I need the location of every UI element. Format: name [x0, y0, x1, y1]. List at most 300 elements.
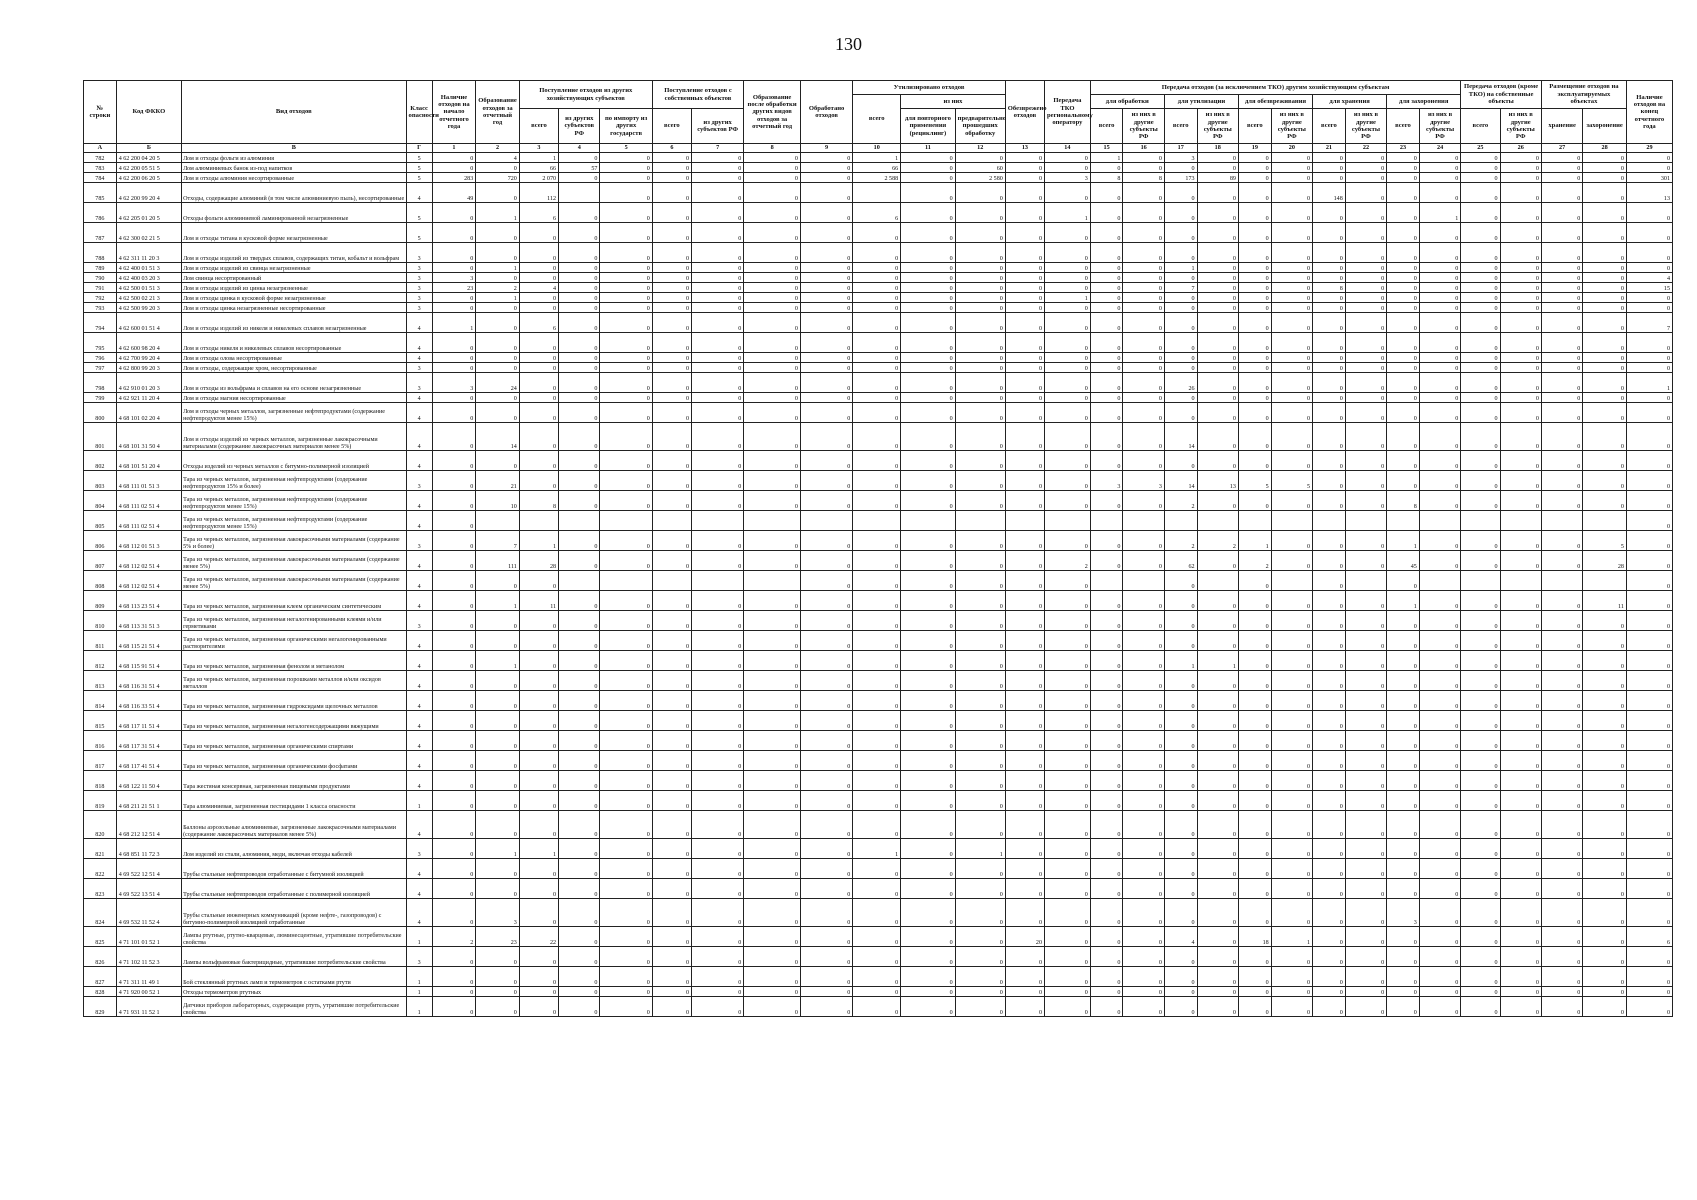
- value-cell: 0: [1583, 751, 1627, 771]
- value-cell: 0: [1164, 879, 1197, 899]
- value-cell: 0: [1387, 293, 1420, 303]
- value-cell: 0: [901, 839, 955, 859]
- value-cell: 0: [1541, 223, 1582, 243]
- value-cell: 0: [1271, 879, 1312, 899]
- value-cell: 0: [744, 353, 801, 363]
- value-cell: 0: [1626, 631, 1672, 651]
- value-cell: 0: [1123, 283, 1164, 293]
- value-cell: 0: [559, 353, 600, 363]
- value-cell: 0: [652, 223, 691, 243]
- value-cell: 0: [519, 791, 558, 811]
- value-cell: 0: [432, 591, 476, 611]
- value-cell: 0: [691, 947, 743, 967]
- value-cell: 0: [1461, 839, 1500, 859]
- value-cell: 0: [1313, 651, 1346, 671]
- column-number: 8: [744, 144, 801, 153]
- waste-name-cell: Бой стеклянный ртутных ламп и термометров с остатками ртути: [182, 967, 406, 987]
- value-cell: 0: [1500, 203, 1541, 223]
- header-hazard-class: Класс опасности: [406, 81, 432, 144]
- header-for-utilization: для утилизации: [1164, 95, 1238, 109]
- value-cell: 0: [853, 987, 901, 997]
- value-cell: 0: [1626, 403, 1672, 423]
- value-cell: 1: [1045, 203, 1091, 223]
- value-cell: 89: [1197, 173, 1238, 183]
- value-cell: 0: [652, 731, 691, 751]
- value-cell: 0: [1123, 551, 1164, 571]
- value-cell: 0: [519, 263, 558, 273]
- value-cell: 1: [476, 263, 520, 273]
- value-cell: 0: [800, 491, 852, 511]
- value-cell: 0: [744, 987, 801, 997]
- value-cell: 0: [559, 631, 600, 651]
- value-cell: 0: [1005, 491, 1044, 511]
- value-cell: 0: [476, 571, 520, 591]
- column-number: 9: [800, 144, 852, 153]
- waste-name-cell: Лампы вольфрамовые бактерицидные, утратившие потребительские свойства: [182, 947, 406, 967]
- fkko-code-cell: 4 69 532 11 52 4: [116, 899, 181, 927]
- value-cell: 0: [1345, 393, 1386, 403]
- value-cell: 0: [1500, 631, 1541, 651]
- value-cell: [1313, 511, 1346, 531]
- value-cell: 0: [1583, 183, 1627, 203]
- value-cell: 0: [1583, 403, 1627, 423]
- value-cell: 0: [600, 997, 652, 1017]
- value-cell: 0: [1541, 967, 1582, 987]
- value-cell: 0: [559, 491, 600, 511]
- value-cell: 0: [600, 163, 652, 173]
- value-cell: 0: [1419, 333, 1460, 353]
- value-cell: 0: [1583, 691, 1627, 711]
- value-cell: 0: [901, 571, 955, 591]
- header-generated: Образование отходов за отчетный год: [476, 81, 520, 144]
- value-cell: 0: [1238, 373, 1271, 393]
- value-cell: 0: [744, 303, 801, 313]
- waste-name-cell: Тара из черных металлов, загрязненная органическими фосфатами: [182, 751, 406, 771]
- column-number: 15: [1090, 144, 1123, 153]
- value-cell: 0: [652, 551, 691, 571]
- row-number-cell: 782: [84, 153, 117, 163]
- waste-name-cell: Лом и отходы цинка незагрязненные несортированные: [182, 303, 406, 313]
- value-cell: 0: [1045, 631, 1091, 651]
- value-cell: 0: [1387, 731, 1420, 751]
- value-cell: 0: [744, 731, 801, 751]
- waste-name-cell: Лом свинца несортированный: [182, 273, 406, 283]
- value-cell: 0: [519, 947, 558, 967]
- fkko-code-cell: 4 68 111 02 51 4: [116, 511, 181, 531]
- value-cell: 0: [955, 571, 1005, 591]
- value-cell: 0: [1419, 751, 1460, 771]
- value-cell: 0: [1045, 879, 1091, 899]
- waste-name-cell: Лом и отходы никеля и никелевых сплавов несортированные: [182, 333, 406, 353]
- value-cell: [1197, 571, 1238, 591]
- value-cell: 0: [853, 393, 901, 403]
- value-cell: 0: [652, 811, 691, 839]
- value-cell: 0: [1626, 333, 1672, 353]
- waste-name-cell: Тара алюминиевая, загрязненная пестицидами 1 класса опасности: [182, 791, 406, 811]
- value-cell: 0: [1238, 283, 1271, 293]
- value-cell: 1: [955, 839, 1005, 859]
- header-own-transfer-total: всего: [1461, 109, 1500, 144]
- header-end-balance: Наличие отходов на конец отчетного года: [1626, 81, 1672, 144]
- value-cell: 0: [476, 967, 520, 987]
- value-cell: 0: [519, 711, 558, 731]
- value-cell: 301: [1626, 173, 1672, 183]
- value-cell: 0: [652, 183, 691, 203]
- value-cell: 0: [1345, 313, 1386, 333]
- value-cell: 0: [744, 393, 801, 403]
- value-cell: 0: [1005, 203, 1044, 223]
- value-cell: 0: [1387, 967, 1420, 987]
- value-cell: [1164, 511, 1197, 531]
- value-cell: 0: [519, 423, 558, 451]
- value-cell: 28: [519, 551, 558, 571]
- value-cell: 0: [744, 491, 801, 511]
- value-cell: 0: [1123, 879, 1164, 899]
- value-cell: 0: [652, 791, 691, 811]
- row-number-cell: 803: [84, 471, 117, 491]
- value-cell: 0: [1164, 731, 1197, 751]
- fkko-code-cell: 4 62 500 99 20 3: [116, 303, 181, 313]
- header-received-group: Поступление отходов из других хозяйствующих субъектов: [519, 81, 652, 109]
- hazard-class-cell: 3: [406, 947, 432, 967]
- value-cell: 0: [600, 183, 652, 203]
- value-cell: 0: [652, 263, 691, 273]
- column-number: 2: [476, 144, 520, 153]
- value-cell: 0: [476, 313, 520, 333]
- value-cell: 0: [691, 203, 743, 223]
- value-cell: 0: [1541, 927, 1582, 947]
- hazard-class-cell: 4: [406, 671, 432, 691]
- value-cell: 0: [955, 591, 1005, 611]
- value-cell: 0: [1500, 313, 1541, 333]
- value-cell: 0: [1123, 223, 1164, 243]
- value-cell: 0: [1461, 997, 1500, 1017]
- hazard-class-cell: 4: [406, 751, 432, 771]
- value-cell: 0: [1271, 811, 1312, 839]
- hazard-class-cell: 5: [406, 153, 432, 163]
- value-cell: 0: [1541, 203, 1582, 223]
- value-cell: 0: [955, 303, 1005, 313]
- value-cell: 0: [1541, 651, 1582, 671]
- fkko-code-cell: 4 62 600 01 51 4: [116, 313, 181, 333]
- value-cell: [691, 571, 743, 591]
- value-cell: 0: [1090, 373, 1123, 393]
- value-cell: 0: [1238, 839, 1271, 859]
- hazard-class-cell: 4: [406, 811, 432, 839]
- value-cell: 0: [853, 671, 901, 691]
- value-cell: 0: [1500, 691, 1541, 711]
- value-cell: 0: [1345, 363, 1386, 373]
- value-cell: 0: [1313, 711, 1346, 731]
- value-cell: 0: [1313, 163, 1346, 173]
- value-cell: 1: [476, 839, 520, 859]
- value-cell: 0: [1197, 293, 1238, 303]
- value-cell: 0: [652, 591, 691, 611]
- value-cell: 0: [652, 203, 691, 223]
- column-number: 26: [1500, 144, 1541, 153]
- value-cell: 0: [559, 611, 600, 631]
- value-cell: 0: [652, 671, 691, 691]
- value-cell: 0: [691, 303, 743, 313]
- value-cell: 0: [600, 859, 652, 879]
- row-number-cell: 815: [84, 711, 117, 731]
- value-cell: 0: [744, 173, 801, 183]
- value-cell: 0: [955, 203, 1005, 223]
- value-cell: 0: [559, 373, 600, 393]
- value-cell: 0: [1345, 771, 1386, 791]
- row-number-cell: 820: [84, 811, 117, 839]
- value-cell: 0: [1197, 303, 1238, 313]
- value-cell: 0: [744, 551, 801, 571]
- value-cell: 0: [955, 947, 1005, 967]
- waste-name-cell: Тара из черных металлов, загрязненная клеем органическим синтетическим: [182, 591, 406, 611]
- value-cell: 7: [1626, 313, 1672, 333]
- value-cell: 0: [1271, 303, 1312, 313]
- value-cell: 0: [1500, 183, 1541, 203]
- value-cell: 0: [1271, 531, 1312, 551]
- value-cell: 0: [1461, 313, 1500, 333]
- value-cell: 0: [1005, 423, 1044, 451]
- column-number: 4: [559, 144, 600, 153]
- value-cell: 0: [476, 997, 520, 1017]
- value-cell: [1583, 571, 1627, 591]
- value-cell: 0: [1271, 293, 1312, 303]
- table-row: [84, 313, 1673, 333]
- value-cell: 0: [1238, 811, 1271, 839]
- header-row-no: № строки: [84, 81, 117, 144]
- value-cell: 0: [1500, 671, 1541, 691]
- table-row: [84, 353, 1673, 363]
- value-cell: 0: [1090, 551, 1123, 571]
- value-cell: 0: [691, 899, 743, 927]
- value-cell: 0: [432, 711, 476, 731]
- value-cell: 0: [1419, 591, 1460, 611]
- value-cell: 0: [1271, 363, 1312, 373]
- value-cell: 0: [1345, 811, 1386, 839]
- value-cell: 0: [1461, 731, 1500, 751]
- value-cell: 0: [1005, 631, 1044, 651]
- value-cell: 0: [1387, 173, 1420, 183]
- fkko-code-cell: 4 62 921 11 20 4: [116, 393, 181, 403]
- value-cell: 0: [1345, 927, 1386, 947]
- value-cell: 0: [1626, 711, 1672, 731]
- value-cell: 0: [1500, 859, 1541, 879]
- value-cell: 0: [1045, 471, 1091, 491]
- value-cell: 0: [744, 243, 801, 263]
- value-cell: 0: [519, 987, 558, 997]
- value-cell: 0: [1541, 303, 1582, 313]
- value-cell: 0: [1005, 839, 1044, 859]
- row-number-cell: 814: [84, 691, 117, 711]
- table-row: [84, 967, 1673, 987]
- value-cell: [800, 511, 852, 531]
- header-neutralization-other-regions: из них в другие субъекты РФ: [1271, 109, 1312, 144]
- value-cell: 0: [652, 751, 691, 771]
- hazard-class-cell: 4: [406, 591, 432, 611]
- value-cell: 0: [1541, 183, 1582, 203]
- value-cell: [744, 571, 801, 591]
- row-number-cell: 823: [84, 879, 117, 899]
- value-cell: 0: [744, 403, 801, 423]
- table-row: [84, 987, 1673, 997]
- value-cell: 0: [1345, 223, 1386, 243]
- value-cell: 6: [519, 313, 558, 333]
- value-cell: 2: [1164, 531, 1197, 551]
- value-cell: 0: [652, 927, 691, 947]
- column-number: Г: [406, 144, 432, 153]
- value-cell: 0: [1197, 671, 1238, 691]
- value-cell: 0: [1461, 947, 1500, 967]
- value-cell: 0: [1197, 611, 1238, 631]
- value-cell: 0: [1626, 491, 1672, 511]
- table-row: [84, 927, 1673, 947]
- value-cell: 0: [1123, 393, 1164, 403]
- value-cell: 0: [432, 423, 476, 451]
- value-cell: 0: [744, 373, 801, 393]
- value-cell: 0: [800, 363, 852, 373]
- value-cell: 0: [1387, 243, 1420, 263]
- fkko-code-cell: 4 62 700 99 20 4: [116, 353, 181, 363]
- fkko-code-cell: 4 68 101 02 20 4: [116, 403, 181, 423]
- value-cell: 0: [1123, 243, 1164, 263]
- column-number: 12: [955, 144, 1005, 153]
- value-cell: 0: [691, 839, 743, 859]
- value-cell: 0: [901, 363, 955, 373]
- value-cell: 0: [652, 423, 691, 451]
- waste-name-cell: Лом и отходы алюминия несортированные: [182, 173, 406, 183]
- value-cell: 0: [600, 363, 652, 373]
- value-cell: 0: [1461, 263, 1500, 273]
- value-cell: 0: [1541, 751, 1582, 771]
- row-number-cell: 822: [84, 859, 117, 879]
- value-cell: 0: [1238, 731, 1271, 751]
- value-cell: 0: [1045, 571, 1091, 591]
- value-cell: 112: [519, 183, 558, 203]
- value-cell: 0: [1583, 353, 1627, 363]
- value-cell: 0: [1500, 393, 1541, 403]
- waste-name-cell: Тара из черных металлов, загрязненная лакокрасочными материалами (содержание менее 5%): [182, 571, 406, 591]
- header-received-import: по импорту из других государств: [600, 109, 652, 144]
- value-cell: 0: [652, 173, 691, 183]
- value-cell: 0: [800, 771, 852, 791]
- value-cell: 0: [1005, 987, 1044, 997]
- value-cell: 5: [1583, 531, 1627, 551]
- value-cell: 0: [600, 771, 652, 791]
- value-cell: 0: [1500, 263, 1541, 273]
- value-cell: 0: [1045, 363, 1091, 373]
- value-cell: 0: [1271, 203, 1312, 223]
- value-cell: 24: [476, 373, 520, 393]
- value-cell: 0: [1090, 423, 1123, 451]
- value-cell: 0: [559, 243, 600, 263]
- value-cell: 0: [1045, 393, 1091, 403]
- value-cell: 0: [853, 751, 901, 771]
- value-cell: 0: [1387, 771, 1420, 791]
- value-cell: 0: [1387, 879, 1420, 899]
- fkko-code-cell: 4 71 920 00 52 1: [116, 987, 181, 997]
- value-cell: 0: [1313, 899, 1346, 927]
- value-cell: [744, 511, 801, 531]
- value-cell: 0: [1387, 471, 1420, 491]
- value-cell: 0: [1090, 967, 1123, 987]
- hazard-class-cell: 4: [406, 393, 432, 403]
- value-cell: 0: [1123, 791, 1164, 811]
- value-cell: 0: [691, 711, 743, 731]
- value-cell: 2: [1045, 551, 1091, 571]
- value-cell: 0: [1500, 731, 1541, 751]
- value-cell: 0: [476, 791, 520, 811]
- row-number-cell: 802: [84, 451, 117, 471]
- value-cell: 0: [1045, 987, 1091, 997]
- value-cell: 0: [744, 183, 801, 203]
- value-cell: 0: [691, 373, 743, 393]
- waste-name-cell: Тара из черных металлов, загрязненная гидроксидами щелочных металлов: [182, 691, 406, 711]
- value-cell: 0: [1164, 899, 1197, 927]
- value-cell: 0: [955, 423, 1005, 451]
- value-cell: 0: [1197, 491, 1238, 511]
- row-number-cell: 821: [84, 839, 117, 859]
- value-cell: 0: [1419, 771, 1460, 791]
- value-cell: [1045, 511, 1091, 531]
- value-cell: 0: [1123, 839, 1164, 859]
- value-cell: 0: [800, 591, 852, 611]
- value-cell: 0: [955, 631, 1005, 651]
- value-cell: 0: [1461, 363, 1500, 373]
- value-cell: 0: [1123, 403, 1164, 423]
- value-cell: 0: [519, 771, 558, 791]
- value-cell: 0: [559, 671, 600, 691]
- header-for-storage: для хранения: [1313, 95, 1387, 109]
- hazard-class-cell: 3: [406, 531, 432, 551]
- value-cell: 0: [1419, 611, 1460, 631]
- value-cell: 0: [1345, 293, 1386, 303]
- value-cell: 0: [1005, 791, 1044, 811]
- table-row: [84, 711, 1673, 731]
- value-cell: 0: [901, 423, 955, 451]
- value-cell: 0: [901, 691, 955, 711]
- value-cell: 0: [1387, 691, 1420, 711]
- value-cell: 0: [559, 303, 600, 313]
- value-cell: 0: [800, 751, 852, 771]
- value-cell: 0: [1626, 423, 1672, 451]
- table-row: [84, 839, 1673, 859]
- value-cell: 0: [1197, 263, 1238, 273]
- value-cell: 0: [432, 771, 476, 791]
- value-cell: 0: [432, 651, 476, 671]
- value-cell: 0: [853, 997, 901, 1017]
- value-cell: [1461, 511, 1500, 531]
- fkko-code-cell: 4 62 205 01 20 5: [116, 203, 181, 223]
- value-cell: 0: [1313, 811, 1346, 839]
- value-cell: 0: [1583, 393, 1627, 403]
- value-cell: 0: [1500, 451, 1541, 471]
- value-cell: 0: [744, 859, 801, 879]
- row-number-cell: 806: [84, 531, 117, 551]
- value-cell: 0: [600, 423, 652, 451]
- value-cell: 0: [1387, 153, 1420, 163]
- value-cell: 0: [1197, 711, 1238, 731]
- value-cell: 0: [1461, 273, 1500, 283]
- value-cell: 6: [519, 203, 558, 223]
- table-row: [84, 571, 1673, 591]
- waste-name-cell: Тара жестяная консервная, загрязненная пищевыми продуктами: [182, 771, 406, 791]
- value-cell: 0: [1583, 771, 1627, 791]
- value-cell: 0: [432, 491, 476, 511]
- value-cell: 0: [1500, 611, 1541, 631]
- value-cell: 0: [1005, 859, 1044, 879]
- value-cell: 0: [519, 223, 558, 243]
- value-cell: 0: [1271, 691, 1312, 711]
